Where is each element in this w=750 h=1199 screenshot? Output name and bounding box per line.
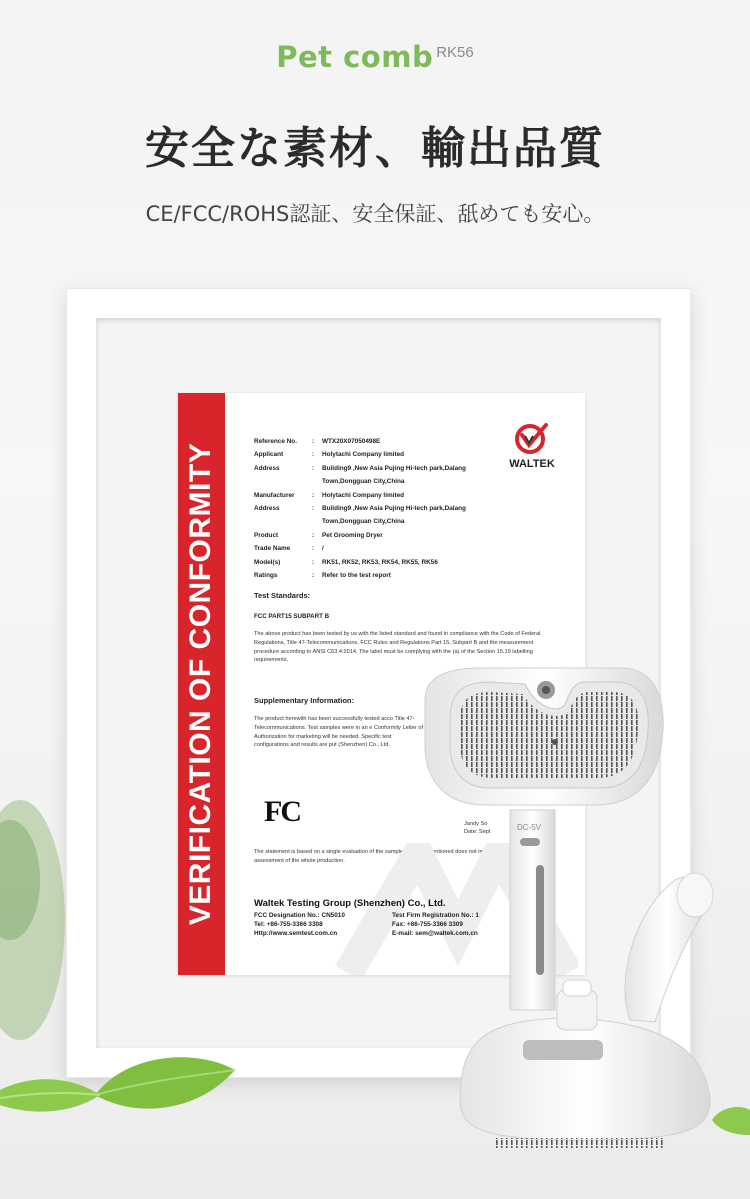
subline: CE/FCC/ROHS認証、安全保証、舐めても安心。 — [145, 202, 605, 226]
footer-right: E-mail: sem@waltek.com.cn — [392, 930, 478, 938]
footer-left: Tel: +86-755-3366 3308 — [254, 921, 323, 929]
field-row: Ratings : Refer to the test report — [254, 571, 391, 579]
field-row: Address : Building9 ,New Asia Pujing Hi-tech park,Dalang — [254, 464, 466, 472]
compliance-text: The above product has been tested by us with the listed standard and found in compliance with the Code of Federal Regulations, Title 47-Telecommunications, FCC Rules and Regulations Part 15, Subpart B and the measurement procedure according to ANSI C63.4:2014. The label must be complying with the (a) of the Section 15.19 labelling requirements. — [254, 631, 541, 664]
field-row: Manufacturer : Holytachi Company limited — [254, 491, 405, 499]
brand-title — [0, 40, 750, 74]
model-code: RK56 — [436, 44, 474, 61]
field-row: Town,Dongguan City,China — [322, 518, 405, 526]
waltek-logo-text: WALTEK — [509, 458, 555, 470]
field-row: Model(s) : RK51, RK52, RK53, RK54, RK55, RK56 — [254, 558, 438, 566]
supplementary-heading: Supplementary Information: — [254, 696, 355, 705]
blurred-plant-icon — [0, 790, 70, 1050]
footer-left: Http://www.semtest.com.cn — [254, 930, 338, 938]
test-standard: FCC PART15 SUBPART B — [254, 613, 330, 620]
certificate-band-title: VERIFICATION OF CONFORMITY — [184, 442, 217, 926]
product-image — [405, 660, 735, 1170]
field-row: Address : Building9 ,New Asia Pujing Hi-tech park,Dalang — [254, 504, 466, 512]
footer-right: Fax: +86-755-3366 3309 — [392, 921, 463, 929]
footer-left: FCC Designation No.: CN5010 — [254, 912, 345, 919]
field-row: Applicant : Holytachi Company limited — [254, 451, 405, 459]
field-row: Trade Name : / — [254, 545, 324, 553]
brand-name: Pet comb — [276, 40, 434, 74]
footer-right: Test Firm Registration No.: 1 — [392, 912, 479, 919]
field-row: Reference No. : WTX20X07050498E — [254, 438, 381, 445]
certificate-fields — [254, 435, 552, 582]
fcc-mark: FC — [264, 795, 300, 828]
headline: 安全な素材、輸出品質 — [145, 123, 605, 174]
field-row: Product : Pet Grooming Dryer — [254, 531, 383, 539]
handle-label: DC-5V — [517, 823, 542, 832]
test-standards-heading: Test Standards: — [254, 591, 311, 600]
signature-date: Date: Sept — [464, 829, 491, 835]
statement-text: The statement is based on a single evaluation of the sample of above mentioned does not imply an assessment of the whole production. — [254, 849, 500, 864]
signature-name: Jandy So — [464, 821, 488, 827]
supplementary-text: The product herewith has been successfully tested acco Title 47-Telecommunications. Test samples were in an e Conformity Letter of Authorization for marketing will be needed. Specific test configurations and results are put (Shenzhen) Co., Ltd. — [254, 716, 424, 749]
footer-company: Waltek Testing Group (Shenzhen) Co., Ltd. — [254, 898, 446, 909]
field-row: Town,Dongguan City,China — [322, 478, 405, 486]
